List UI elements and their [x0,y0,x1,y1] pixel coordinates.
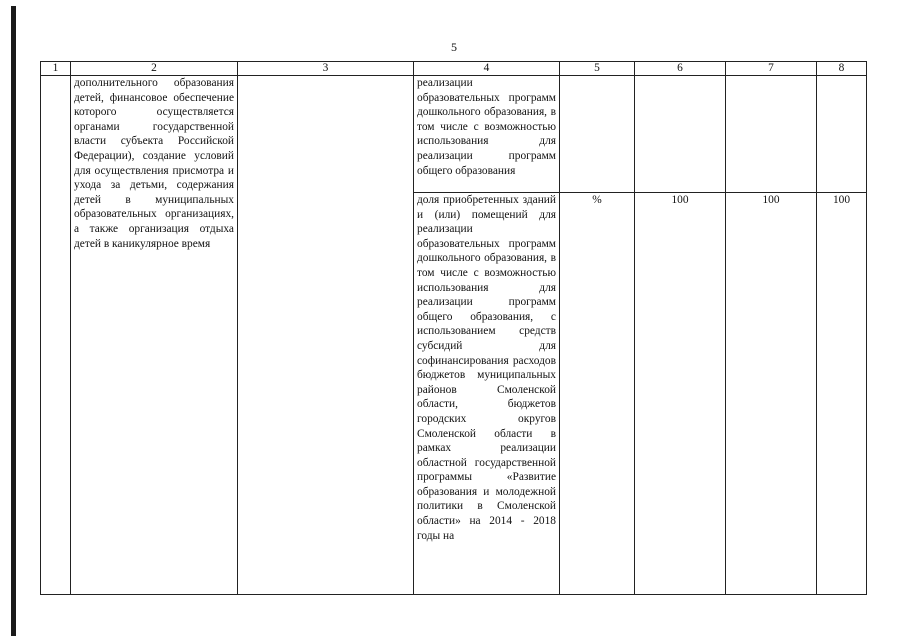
header-col-4: 4 [414,62,560,76]
cell-unit-empty [560,76,635,193]
header-col-2: 2 [71,62,238,76]
value-col-6: 100 [635,193,726,595]
header-col-6: 6 [635,62,726,76]
cell-val7-empty [726,76,817,193]
header-col-1: 1 [41,62,71,76]
binding-edge [11,6,16,636]
indicator-description: доля приобретенных зданий и (или) помещений для реализации образовательных программ дошкольного образования, в том числе с возможностью использования для реализации программ общего образования, с использованием средств субсидий для софинансирования расходов бюджетов муниципальных районов Смоленской области, бюджетов городских округов Смоленской области в рамках реализации областной государственной программы «Развитие образования и молодежной политики в Смоленской области» на 2014 - 2018 годы на [414,193,560,595]
indicator-continued: реализации образовательных программ дошкольного образования, в том числе с возможностью использования для реализации программ общего образования [414,76,560,193]
cell-val6-empty [635,76,726,193]
header-col-3: 3 [238,62,414,76]
header-row [41,62,867,76]
cell-col-3 [238,76,414,595]
header-col-5: 5 [560,62,635,76]
activity-description: дополнительного образования детей, финансовое обеспечение которого осуществляется органами государственной власти субъекта Российской Федерации), создание условий для осуществления присмотра и ухода за детьми, содержания детей в муниципальных образовательных организациях, а также организация отдыха детей в каникулярное время [71,76,238,595]
cell-col-1 [41,76,71,595]
header-col-8: 8 [817,62,867,76]
value-col-8: 100 [817,193,867,595]
table-row [41,76,867,193]
data-table [40,61,867,595]
header-col-7: 7 [726,62,817,76]
page-number: 5 [451,40,457,54]
unit-cell: % [560,193,635,595]
cell-val8-empty [817,76,867,193]
value-col-7: 100 [726,193,817,595]
